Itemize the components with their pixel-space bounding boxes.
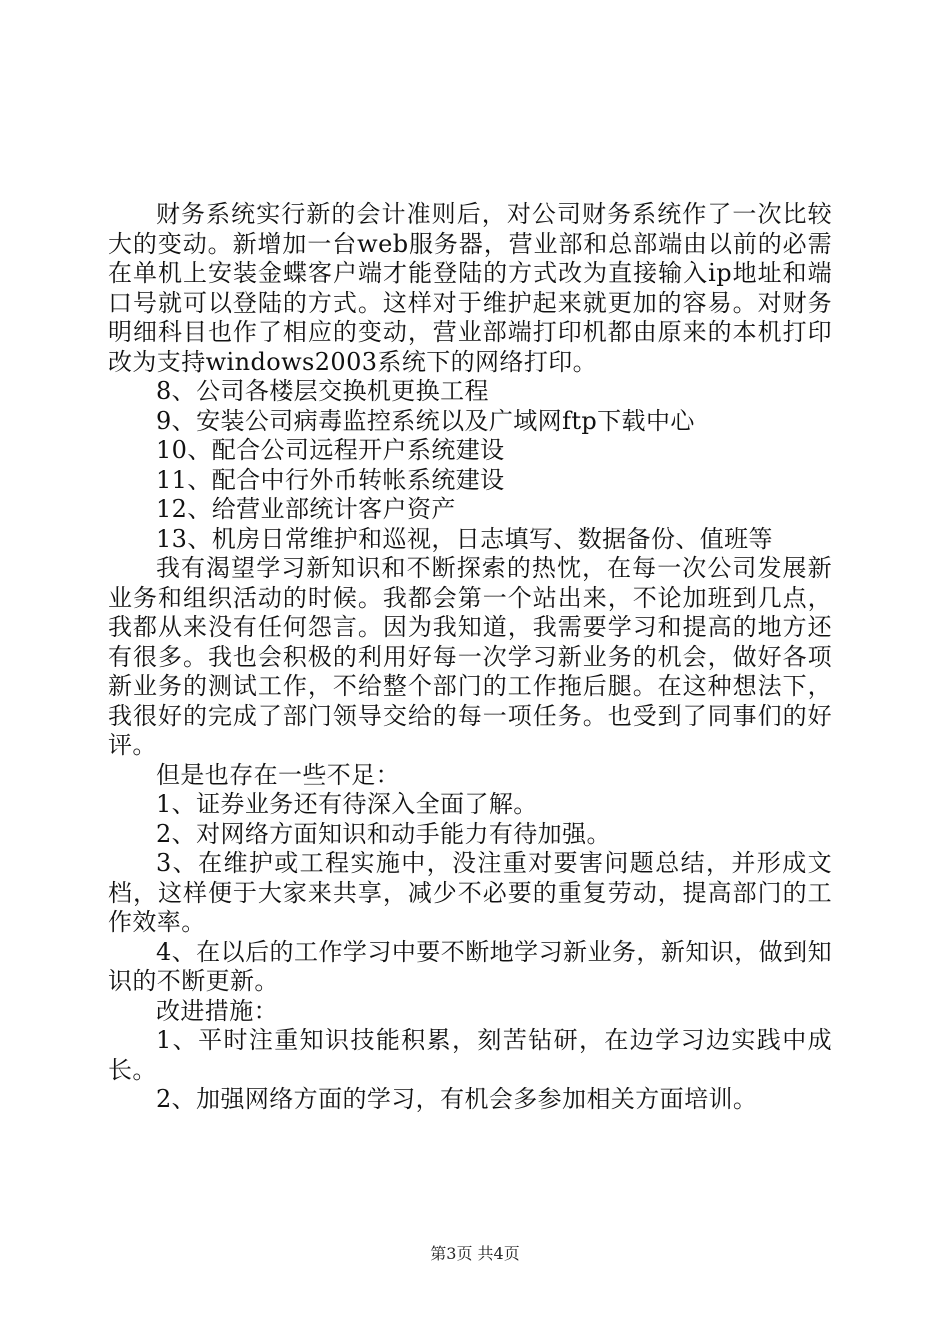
shortcoming-item-2: 2、对网络方面知识和动手能力有待加强。 — [156, 819, 611, 848]
list-item-12: 12、给营业部统计客户资产 — [156, 495, 456, 523]
improvement-item-1: 1、平时注重知识技能积累，刻苦钻研，在边学习边实践中成长。 — [108, 1026, 832, 1084]
list-item-10: 10、配合公司远程开户系统建设 — [156, 436, 505, 464]
list-item-9: 9、安装公司病毒监控系统以及广域网ftp下载中心 — [156, 406, 695, 435]
shortcoming-item-1: 1、证券业务还有待深入全面了解。 — [156, 790, 538, 818]
list-item-8: 8、公司各楼层交换机更换工程 — [156, 377, 489, 405]
page-footer: 第3页 共4页 — [430, 1244, 520, 1263]
improvement-item-2: 2、加强网络方面的学习，有机会多参加相关方面培训。 — [156, 1085, 758, 1113]
list-item-11: 11、配合中行外币转帐系统建设 — [156, 465, 505, 494]
shortcoming-item-3: 3、在维护或工程实施中，没注重对要害问题总结，并形成文档，这样便于大家来共享，减少不必要的重复劳动，提高部门的工作效率。 — [108, 849, 832, 936]
shortcomings-heading: 但是也存在一些不足： — [156, 760, 400, 789]
paragraph-finance-system: 财务系统实行新的会计准则后，对公司财务系统作了一次比较大的变动。新增加一台web服务器，营业部和总部端由以前的必需在单机上安装金蝶客户端才能登陆的方式改为直接输入ip地址和端口号就可以登陆的方式。这样对于维护起来就更加的容易。对财务明细科目也作了相应的变动，营业部端打印机都由原来的本机打印改为支持windows2003系统下的网络打印。 — [108, 200, 832, 376]
shortcoming-item-4: 4、在以后的工作学习中要不断地学习新业务，新知识，做到知识的不断更新。 — [108, 937, 832, 995]
paragraph-learning-attitude: 我有渴望学习新知识和不断探索的热忱，在每一次公司发展新业务和组织活动的时候。我都会第一个站出来，不论加班到几点，我都从来没有任何怨言。因为我知道，我需要学习和提高的地方还有很多。我也会积极的利用好每一次学习新业务的机会，做好各项新业务的测试工作，不给整个部门的工作拖后腿。在这种想法下，我很好的完成了部门领导交给的每一项任务。也受到了同事们的好评。 — [108, 554, 832, 759]
document-body — [108, 200, 832, 1115]
list-item-13: 13、机房日常维护和巡视，日志填写、数据备份、值班等 — [156, 524, 773, 553]
improvement-heading: 改进措施： — [156, 996, 278, 1025]
